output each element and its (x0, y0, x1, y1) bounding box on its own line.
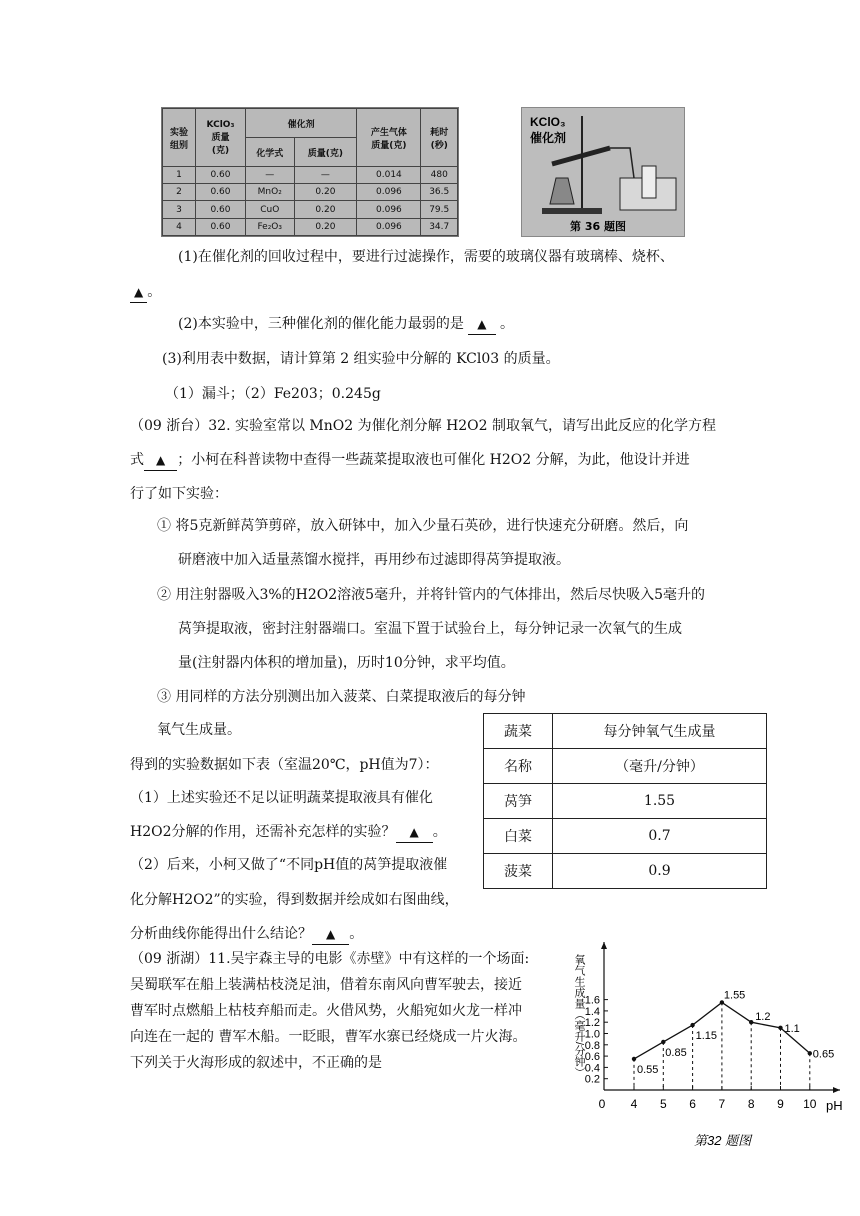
y-tick-label: 1.4 (584, 1005, 600, 1018)
x-tick-label: 4 (630, 1097, 638, 1111)
data-point (632, 1057, 636, 1061)
chart-plot-area (573, 942, 843, 1113)
apparatus-caption: 第 36 题图 (570, 220, 626, 233)
problem-32-line-2 (130, 450, 690, 471)
data-point (690, 1023, 694, 1027)
table-row (484, 784, 767, 819)
y-tick-label: 1.0 (584, 1028, 600, 1041)
y-tick-label: 0.4 (584, 1062, 600, 1075)
header-group: 实验 组别 (163, 109, 196, 167)
catalyst-experiment-table (162, 108, 458, 236)
data-label: 1.55 (723, 989, 746, 1002)
data-intro: 得到的实验数据如下表（室温20℃，pH值为7）： (130, 757, 439, 773)
oxygen-rate: 0.7 (553, 819, 767, 854)
y-tick-label: 0.2 (584, 1073, 600, 1086)
data-point (749, 1020, 753, 1024)
answer-blank: ▲ (144, 450, 177, 471)
apparatus-label-kclo3: KClO₃ (530, 115, 566, 129)
x-tick-label: 6 (689, 1097, 696, 1111)
question-2-line (178, 314, 514, 335)
problem-32-line-3: 行了如下实验： (130, 486, 228, 502)
apparatus-figure (521, 107, 685, 237)
table-row (163, 167, 458, 184)
y-tick-label: 0.8 (584, 1039, 600, 1052)
subquestion-2-line-3 (130, 924, 363, 945)
step-2-line-1: ② 用注射器吸入3%的H2O2溶液5毫升，并将针管内的气体排出，然后尽快吸入5毫升的 (157, 587, 705, 603)
step-2-line-3: 量(注射器内体积的增加量)，历时10分钟，求平均值。 (178, 655, 515, 671)
header-time: 耗时 (秒) (421, 109, 458, 167)
step-3-line-1: ③ 用同样的方法分别测出加入菠菜、白菜提取液后的每分钟 (157, 689, 526, 705)
subquestion-1-line-2 (130, 822, 447, 843)
punct: 。 (432, 824, 447, 840)
punct: 。 (349, 926, 364, 942)
data-point (808, 1051, 812, 1055)
text-segment: ；小柯在科普读物中查得一些蔬菜提取液也可催化 H2O2 分解，为此，他设计并进 (177, 452, 690, 468)
cell: 0.096 (357, 218, 421, 235)
vegetable-name: 白菜 (484, 819, 553, 854)
delivery-tube (610, 148, 634, 178)
header-kclo3-mass: KClO₃ 质量 (克) (195, 109, 245, 167)
data-label: 0.55 (637, 1063, 659, 1076)
x-axis-arrow (833, 1087, 840, 1093)
problem-11-line-5: 下列关于火海形成的叙述中，不正确的是 (130, 1055, 382, 1071)
cell: 0.60 (195, 184, 245, 201)
x-tick-label: 10 (803, 1097, 817, 1111)
step-2-line-2: 莴笋提取液，密封注射器端口。室温下置于试验台上，每分钟记录一次氧气的生成 (178, 621, 682, 637)
data-label: 1.15 (695, 1030, 718, 1043)
x-tick-label: 9 (777, 1097, 784, 1111)
cell: 0.60 (195, 167, 245, 184)
y-tick-label: 1.2 (584, 1017, 600, 1030)
alcohol-lamp (550, 178, 574, 204)
subquestion-2-line-1: （2）后来，小柯又做了“不同pH值的莴笋提取液催 (130, 857, 448, 873)
question-2-text: (2)本实验中，三种催化剂的催化能力最弱的是 (178, 316, 464, 332)
header-gas-mass: 产生气体 质量(克) (357, 109, 421, 167)
header-value-1: 每分钟氧气生成量 (553, 714, 767, 749)
problem-11-line-4: 向连在一起的 曹军木船。一眨眼，曹军水寨已经烧成一片火海。 (130, 1029, 527, 1045)
chart-caption: 第32 题图 (694, 1133, 752, 1148)
oxygen-rate: 1.55 (553, 784, 767, 819)
cell: — (245, 167, 294, 184)
y-tick-label: 1.6 (584, 994, 600, 1007)
text-segment: 式 (130, 452, 144, 468)
problem-11-line-2: 吴蜀联军在船上装满枯枝浇足油，借着东南风向曹军驶去，接近 (130, 977, 522, 993)
step-1-line-1: ① 将5克新鲜莴笋剪碎，放入研钵中，加入少量石英砂，进行快速充分研磨。然后，向 (157, 518, 689, 534)
text-segment: 分析曲线你能得出什么结论？ (130, 926, 312, 942)
cell: 36.5 (421, 184, 458, 201)
y-tick-label: 0.6 (584, 1051, 600, 1064)
cell: 0.096 (357, 184, 421, 201)
data-point (661, 1040, 665, 1044)
table-row (163, 218, 458, 235)
y-axis-label: 氧气生成量（毫升/分钟） (573, 954, 585, 1079)
scanned-data-table-image (161, 107, 459, 237)
header-name-1: 蔬菜 (484, 714, 553, 749)
oxygen-rate: 0.9 (553, 854, 767, 889)
cell: 79.5 (421, 201, 458, 218)
cell: 3 (163, 201, 196, 218)
step-3-line-2: 氧气生成量。 (157, 722, 241, 738)
stand-base (542, 208, 602, 214)
cell: 1 (163, 167, 196, 184)
answer-blank: ▲ (396, 822, 433, 843)
cell: CuO (245, 201, 294, 218)
answer-text: （1）漏斗；（2）Fe203；0.245g (165, 386, 381, 402)
cell: 0.20 (294, 184, 357, 201)
table-row (484, 854, 767, 889)
collecting-bottle (642, 166, 656, 198)
cell: 480 (421, 167, 458, 184)
header-value-2: （毫升/分钟） (553, 749, 767, 784)
x-tick-label: 5 (659, 1097, 667, 1111)
ph-oxygen-chart (572, 940, 852, 1150)
cell: 34.7 (421, 218, 458, 235)
step-1-line-2: 研磨液中加入适量蒸馏水搅拌，再用纱布过滤即得莴笋提取液。 (178, 552, 570, 568)
data-label: 0.65 (812, 1048, 835, 1061)
answer-blank: ▲ (130, 282, 147, 303)
data-label: 1.1 (784, 1022, 800, 1035)
cell: 0.20 (294, 201, 357, 218)
question-1-text: (1)在催化剂的回收过程中，要进行过滤操作，需要的玻璃仪器有玻璃棒、烧杯、 (178, 249, 674, 265)
problem-11-line-1: （09 浙湖）11.吴宇森主导的电影《赤壁》中有这样的一个场面: (130, 951, 530, 967)
header-catalyst: 催化剂 (245, 109, 356, 138)
cell: 0.20 (294, 218, 357, 235)
cell: 0.014 (357, 167, 421, 184)
question-1-blank-line (130, 282, 161, 303)
y-axis-arrow (601, 942, 607, 949)
cell: MnO₂ (245, 184, 294, 201)
vegetable-name: 菠菜 (484, 854, 553, 889)
cell: 0.60 (195, 201, 245, 218)
data-point (778, 1026, 782, 1030)
problem-32-line-1: （09 浙台）32. 实验室常以 MnO2 为催化剂分解 H2O2 制取氧气，请写出此反应的化学方程 (130, 418, 717, 434)
vegetable-oxygen-table (483, 713, 767, 889)
cell: 4 (163, 218, 196, 235)
cell: 0.096 (357, 201, 421, 218)
data-label: 0.85 (665, 1046, 687, 1059)
cell: 0.60 (195, 218, 245, 235)
x-axis-label: pH (826, 1098, 843, 1113)
subquestion-1-line-1: （1）上述实验还不足以证明蔬菜提取液具有催化 (130, 790, 433, 806)
header-catalyst-mass: 质量(克) (294, 138, 357, 167)
cell: — (294, 167, 357, 184)
data-label: 1.2 (755, 1011, 771, 1024)
header-name-2: 名称 (484, 749, 553, 784)
table-row (163, 184, 458, 201)
x-tick-label: 8 (747, 1097, 755, 1111)
answer-blank: ▲ (312, 924, 349, 945)
table-row (163, 201, 458, 218)
punct: 。 (499, 316, 514, 332)
cell: 2 (163, 184, 196, 201)
punct: 。 (147, 284, 162, 300)
text-segment: H2O2分解的作用，还需补充怎样的实验？ (130, 824, 396, 840)
header-formula: 化学式 (245, 138, 294, 167)
vegetable-name: 莴笋 (484, 784, 553, 819)
apparatus-label-catalyst: 催化剂 (530, 131, 567, 145)
x-tick-label: 7 (718, 1097, 726, 1111)
answer-blank: ▲ (468, 314, 495, 335)
table-row (484, 819, 767, 854)
question-3-text: (3)利用表中数据，请计算第 2 组实验中分解的 KCl03 的质量。 (162, 351, 560, 367)
subquestion-2-line-2: 化分解H2O2”的实验，得到数据并绘成如右图曲线， (130, 892, 459, 908)
x-tick-label: 0 (598, 1097, 606, 1111)
cell: Fe₂O₃ (245, 218, 294, 235)
problem-11-line-3: 曹军时点燃船上枯枝弃船而走。火借风势，火船宛如火龙一样冲 (130, 1003, 522, 1019)
apparatus-drawing (522, 108, 684, 236)
